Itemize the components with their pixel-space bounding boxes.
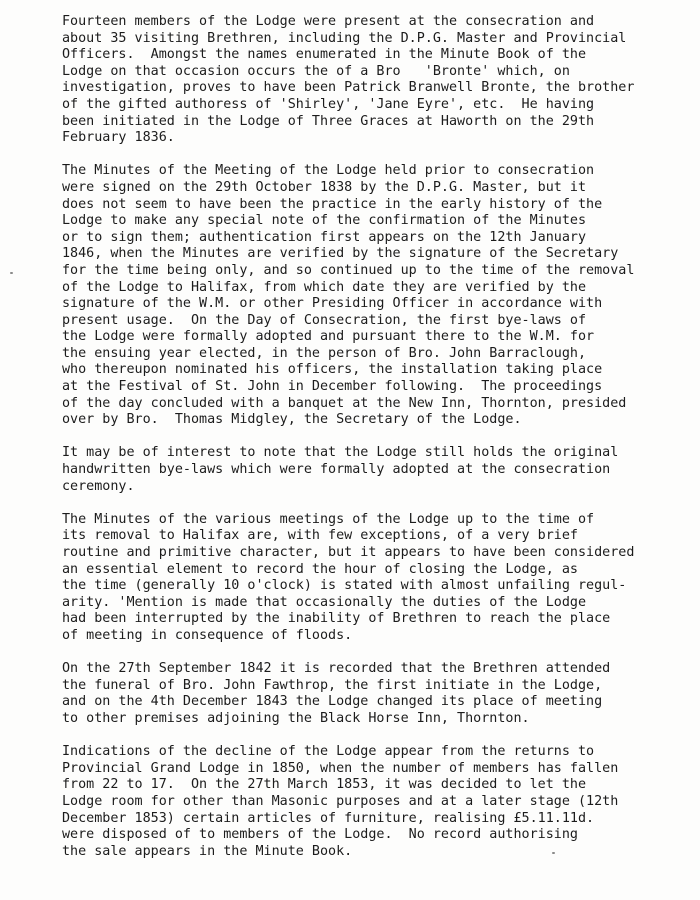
text-line: 1846, when the Minutes are verified by the signature of the Secretary: [62, 246, 619, 262]
text-line: Lodge room for other than Masonic purposes and at a later stage (12th: [62, 793, 619, 809]
text-line: It may be of interest to note that the Lodge still holds the original: [62, 445, 619, 461]
text-line: Officers. Amongst the names enumerated in the Minute Book of the: [62, 47, 587, 63]
paragraph: [62, 744, 662, 860]
text-line: and on the 4th December 1843 the Lodge changed its place of meeting: [62, 694, 603, 710]
text-line: were disposed of to members of the Lodge. No record authorising: [62, 827, 578, 843]
text-line: of the day concluded with a banquet at the New Inn, Thornton, presided: [62, 395, 627, 411]
text-line: its removal to Halifax are, with few exceptions, of a very brief: [62, 528, 578, 544]
text-line: had been interrupted by the inability of Brethren to reach the place: [62, 611, 611, 627]
text-line: The Minutes of the various meetings of the Lodge up to the time of: [62, 511, 595, 527]
text-line: of the Lodge to Halifax, from which date they are verified by the: [62, 279, 587, 295]
text-line: On the 27th September 1842 it is recorded that the Brethren attended: [62, 661, 611, 677]
text-line: ceremony.: [62, 478, 135, 494]
text-line: or to sign them; authentication first appears on the 12th January: [62, 229, 587, 245]
text-line: handwritten bye-laws which were formally adopted at the consecration: [62, 462, 611, 478]
text-line: arity. 'Mention is made that occasionally the duties of the Lodge: [62, 594, 587, 610]
text-line: who thereupon nominated his officers, the installation taking place: [62, 362, 603, 378]
scan-speck: [552, 852, 555, 854]
text-line: the Lodge were formally adopted and pursuant there to the W.M. for: [62, 329, 595, 345]
text-line: Fourteen members of the Lodge were present at the consecration and: [62, 14, 595, 29]
text-line: the time (generally 10 o'clock) is stated with almost unfailing regul-: [62, 578, 627, 594]
text-line: the ensuing year elected, in the person of Bro. John Barraclough,: [62, 345, 587, 361]
document-body: [62, 14, 662, 877]
scan-speck: [10, 272, 13, 274]
text-line: from 22 to 17. On the 27th March 1853, it was decided to let the: [62, 777, 587, 793]
text-line: at the Festival of St. John in December following. The proceedings: [62, 379, 603, 395]
text-line: an essential element to record the hour of closing the Lodge, as: [62, 561, 578, 577]
text-line: for the time being only, and so continued up to the time of the removal: [62, 262, 635, 278]
text-line: of meeting in consequence of floods.: [62, 627, 353, 643]
text-line: over by Bro. Thomas Midgley, the Secretary of the Lodge.: [62, 412, 522, 428]
paragraph: [62, 163, 662, 429]
text-line: to other premises adjoining the Black Horse Inn, Thornton.: [62, 710, 530, 726]
paragraph: [62, 445, 662, 495]
text-line: February 1836.: [62, 130, 175, 146]
text-line: investigation, proves to have been Patrick Branwell Bronte, the brother: [62, 80, 635, 96]
text-line: Provincial Grand Lodge in 1850, when the number of members has fallen: [62, 760, 619, 776]
text-line: does not seem to have been the practice in the early history of the: [62, 196, 603, 212]
text-line: present usage. On the Day of Consecration, the first bye-laws of: [62, 312, 587, 328]
text-line: the sale appears in the Minute Book.: [62, 843, 353, 859]
text-line: Indications of the decline of the Lodge appear from the returns to: [62, 744, 595, 760]
text-line: December 1853) certain articles of furniture, realising £5.11.11d.: [62, 810, 595, 826]
text-line: The Minutes of the Meeting of the Lodge held prior to consecration: [62, 163, 595, 179]
text-line: of the gifted authoress of 'Shirley', 'Jane Eyre', etc. He having: [62, 96, 595, 112]
text-line: Lodge to make any special note of the confirmation of the Minutes: [62, 213, 587, 229]
text-line: signature of the W.M. or other Presiding Officer in accordance with: [62, 296, 603, 312]
text-line: the funeral of Bro. John Fawthrop, the first initiate in the Lodge,: [62, 677, 603, 693]
paragraph: [62, 14, 662, 147]
text-line: about 35 visiting Brethren, including the D.P.G. Master and Provincial: [62, 30, 627, 46]
text-line: been initiated in the Lodge of Three Graces at Haworth on the 29th: [62, 113, 595, 129]
text-line: Lodge on that occasion occurs the of a Bro 'Bronte' which, on: [62, 63, 570, 79]
text-line: were signed on the 29th October 1838 by the D.P.G. Master, but it: [62, 179, 587, 195]
paragraph: [62, 512, 662, 645]
paragraph: [62, 661, 662, 727]
text-line: routine and primitive character, but it appears to have been considered: [62, 545, 635, 560]
